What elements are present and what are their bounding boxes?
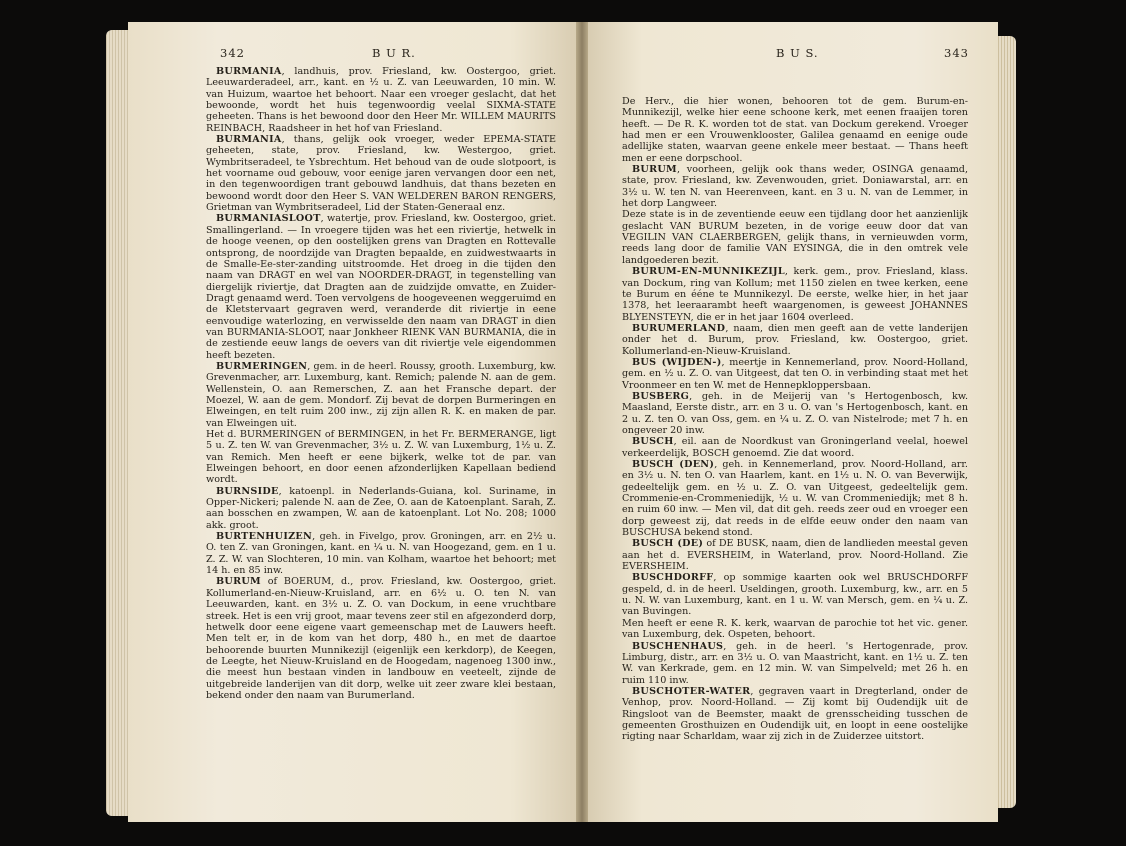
dictionary-entry	[206, 429, 556, 486]
dictionary-entry	[622, 357, 968, 391]
dictionary-entry	[622, 391, 968, 436]
entry-headword: BURUM-EN-MUNNIKEZIJL	[632, 266, 785, 278]
entry-body: , landhuis, prov. Friesland, kw. Oostergoo, griet. Leeuwarderadeel, arr., kant. en ½ u. Z. van Leeuwarden, 10 min. W. van Huizum, waartoe het behoort. Naar een vroeger geslacht, dat het bewoonde, wordt het huis tegenwoordig veelal SIXMA-STATE geheeten. Thans is het bewoond door den Heer Mr. WILLEM MAURITS REINBACH, Raadsheer in het hof van Friesland.	[206, 66, 556, 134]
entry-headword: BUSBERG	[632, 390, 690, 402]
entry-body: , geh. in de Meijerij van 's Hertogenbosch, kw. Maasland, Eerste distr., arr. en 3 u. O. van 's Hertogenbosch, kant. en 2 u. Z. ten O. van Oss, gem. en ¼ u. Z. O. van Nistelrode; met 7 h. en ongeveer 20 inw.	[622, 390, 968, 436]
entry-body: , meertje in Kennemerland, prov. Noord-Holland, gem. en ½ u. Z. O. van Uitgeest, dat ten O. in verbinding staat met het Vroonmeer en ten W. met de Hennepkloppersbaan.	[622, 356, 968, 391]
entry-body: , op sommige kaarten ook wel BRUSCHDORFF gespeld, d. in de heerl. Useldingen, grooth. Luxemburg, kw., arr. en 5 u. N. W. van Luxemburg, kant. en 1 u. W. van Mersch, gem. en ¼ u. Z. van Buvingen.	[622, 572, 968, 618]
entry-headword: BURTENHUIZEN	[216, 531, 313, 543]
entry-body: Het d. BURMERINGEN of BERMINGEN, in het Fr. BERMERANGE, ligt 5 u. Z. ten W. van Grevenmacher, 3½ u. Z. W. van Luxemburg, 1½ u. Z. van Remich. Men heeft er eene bijkerk, welke tot de par. van Elweingen behoort, en door eenen afzonderlijken Kapellaan bediend wordt.	[206, 429, 556, 486]
entry-headword: BURMERINGEN	[216, 360, 308, 372]
entry-body: , eil. aan de Noordkust van Groningerland veelal, hoewel verkeerdelijk, BOSCH genoemd. Zie dat woord.	[622, 436, 968, 459]
entry-body: of BOERUM, d., prov. Friesland, kw. Oostergoo, griet. Kollumerland-en-Nieuw-Kruisland, arr. en 6½ u. O. ten N. van Leeuwarden, kant. en 3½ u. Z. O. van Dockum, in eene vruchtbare streek. Het is een vrij groot, maar tevens zeer stil en afgezonderd dorp, hetwelk door eene eigene vaart gemeenschap met de Lauwers heeft. Men telt er, in de kom van het dorp, 480 h., en met de daartoe behoorende buurten Munnikezijl (eigenlijk een kerkdorp), de Keegen, de Leegte, het Nieuw-Kruisland en de Hoogedam, nagenoeg 1300 inw., die meest hun bestaan vinden in landbouw en veeteelt, zijnde de uitgebreide landerijen van dit dorp, welke uit zeer zware klei bestaan, bekend onder den naam van Burumerland.	[206, 576, 556, 701]
dictionary-entry	[622, 209, 968, 266]
right-page-number: 343	[944, 46, 969, 60]
dictionary-entry	[206, 213, 556, 360]
dictionary-entry	[622, 641, 968, 686]
entry-body: of DE BUSK, naam, dien de landlieden meestal geven aan het d. EVERSHEIM, in Waterland, prov. Noord-Holland. Zie EVERSHEIM.	[622, 538, 968, 573]
entry-headword: BUSCH (DE)	[632, 538, 704, 550]
dictionary-entry	[622, 618, 968, 641]
dictionary-entry	[622, 686, 968, 743]
entry-body: , naam, dien men geeft aan de vette landerijen onder het d. Burum, prov. Friesland, kw. Oostergoo, griet. Kollumerland-en-Nieuw-Kruisland.	[622, 322, 968, 357]
entry-headword: BUSCHDORFF	[632, 572, 714, 584]
dictionary-entry	[622, 164, 968, 209]
entry-body: , kerk. gem., prov. Friesland, klass. van Dockum, ring van Kollum; met 1150 zielen en twee kerken, eene te Burum en ééne te Munnikezyl. De eerste, welke hier, in het jaar 1378, het leeraarambt heeft waargenomen, is geweest JOHANNES BLYENSTEYN, die er in het jaar 1604 overleed.	[622, 266, 968, 323]
entry-body: De Herv., die hier wonen, behooren tot de gem. Burum-en-Munnikezijl, welke hier eene schoone kerk, met eenen fraaijen toren heeft. — De R. K. worden tot de stat. van Dockum gerekend. Vroeger had men er een Vrouwenklooster, Galilea genaamd en eenige oude adellijke staten, waarvan geene enkele meer bestaat. — Thans heeft men er eene dorpschool.	[622, 96, 968, 164]
entry-headword: BURMANIASLOOT	[216, 213, 321, 225]
entry-headword: BUSCH	[632, 436, 674, 448]
dictionary-entry	[622, 436, 968, 459]
entry-body: , voorheen, gelijk ook thans weder, OSINGA genaamd, state, prov. Friesland, kw. Zevenwouden, griet. Doniawarstal, arr. en 3½ u. W. ten N. van Heerenveen, kant. en 3 u. N. van de Lemmer, in het dorp Langweer.	[622, 164, 968, 210]
right-running-head: B U S.	[776, 46, 819, 60]
dictionary-entry	[206, 66, 556, 134]
entry-body: , geh. in Kennemerland, prov. Noord-Holland, arr. en 3½ u. N. ten O. van Haarlem, kant. en 1½ u. N. O. van Beverwijk, gedeeltelijk gem. en ½ u. Z. O. van Uitgeest, gedeeltelijk gem. Crommenie-en-Crommeniedijk, ½ u. W. van Crommeniedijk; met 8 h. en ruim 60 inw. — Men vil, dat dit geh. reeds zeer oud en vroeger een dorp geweest zij, dat reeds in de elfde eeuw onder den naam van BUSCHUSA bekend stond.	[622, 459, 968, 539]
left-text-column	[206, 66, 556, 800]
entry-headword: BURUMERLAND	[632, 322, 726, 334]
entry-body: Deze state is in de zeventiende eeuw een tijdlang door het aanzienlijk geslacht VAN BURUM bezeten, in de vorige eeuw door dat van VEGILIN VAN CLAERBERGEN, gelijk thans, in vernieuwden vorm, reeds lang door de familie VAN EYSINGA, die in den omtrek vele landgoederen bezit.	[622, 209, 968, 266]
entry-body: , katoenpl. in Nederlands-Guiana, kol. Suriname, in Opper-Nickeri; palende N. aan de Zee, O. aan de Katoenplant. Sarah, Z. aan bosschen en zwampen, W. aan de katoenplant. Lot No. 208; 1000 akk. groot.	[206, 485, 556, 531]
entry-headword: BUSCHOTER-WATER	[632, 685, 751, 697]
right-text-column	[622, 96, 968, 804]
left-page-number: 342	[220, 46, 245, 60]
entry-headword: BURMANIA	[216, 66, 282, 77]
entry-body: , geh. in Fivelgo, prov. Groningen, arr. en 2½ u. O. ten Z. van Groningen, kant. en ¼ u. N. van Hoogezand, gem. en 1 u. Z. Z. W. van Slochteren, 10 min. van Kolham, waartoe het behoort; met 14 h. en 85 inw.	[206, 531, 556, 577]
entry-body: , thans, gelijk ook vroeger, weder EPEMA-STATE geheeten, state, prov. Friesland, kw. Westergoo, griet. Wymbritseradeel, te Ysbrechtum. Het behoud van de oude slotpoort, is het voorname oud gebouw, voor eenige jaren vervangen door een net, in den tegenwoordigen trant gebouwd landhuis, dat thans bezeten en bewoond wordt door den Heer S. VAN WELDEREN BARON RENGERS, Grietman van Wymbritseradeel, Lid der Staten-Generaal enz.	[206, 134, 556, 214]
entry-body: , watertje, prov. Friesland, kw. Oostergoo, griet. Smallingerland. — In vroegere tijden was het een riviertje, hetwelk in de hooge veenen, op den oostelijken grens van Dragten en Rottevalle ontsprong, de noordzijde van Dragten bepaalde, en zuidwestwaarts in de Smalle-Ee-ster-zanding uitstroomde. Het droeg in die tijden den naam van DRAGT en wel van NOORDER-DRAGT, in tegenstelling van diergelijk riviertje, dat Dragten aan de zuidzijde omvatte, en Zuider-Dragt genaamd werd. Toen vervolgens de hoogeveenen weggeruimd en de Kletstervaart gegraven werd, veranderde dit riviertje in eene eenvoudige waterlozing, en verwisselde den naam van DRAGT in dien van BURMANIA-SLOOT, naar Jonkheer RIENK VAN BURMANIA, die in de zestiende eeuw langs de oevers van dit riviertje vele eigendommen heeft bezeten.	[206, 213, 556, 361]
dictionary-entry	[622, 538, 968, 572]
dictionary-entry	[622, 266, 968, 323]
book-gutter	[576, 22, 588, 822]
entry-headword: BURUM	[216, 576, 261, 588]
dictionary-entry	[206, 486, 556, 531]
dictionary-entry	[622, 96, 968, 164]
entry-body: , gem. in de heerl. Roussy, grooth. Luxemburg, kw. Grevenmacher, arr. Luxemburg, kant. Remich; palende N. aan de gem. Wellenstein, O. aan Remerschen, Z. aan het Fransche depart. der Moezel, W. aan de gem. Mondorf. Zij bevat de dorpen Burmeringen en Elweingen, en telt ruim 200 inw., zij zijn allen R. K. en maken de par. van Elweingen uit.	[206, 360, 556, 429]
dictionary-entry	[622, 572, 968, 617]
entry-body: Men heeft er eene R. K. kerk, waarvan de parochie tot het vic. gener. van Luxemburg, dek. Ospeten, behoort.	[622, 617, 968, 641]
dictionary-entry	[622, 459, 968, 538]
dictionary-entry	[622, 323, 968, 357]
entry-body: , gegraven vaart in Dregterland, onder de Venhop, prov. Noord-Holland. — Zij komt bij Oudendijk uit de Ringsloot van de Beemster, maakt de grensscheiding tusschen de gemeenten Grosthuizen en Oudendijk uit, en loopt in eene oostelijke rigting naar Scharldam, waar zij zich in de Zuiderzee uitstort.	[622, 685, 968, 743]
dictionary-entry	[206, 134, 556, 213]
entry-headword: BURUM	[632, 164, 677, 176]
dictionary-entry	[206, 361, 556, 429]
entry-headword: BURMANIA	[216, 134, 282, 146]
left-running-head: B U R.	[372, 46, 416, 60]
entry-headword: BUSCHENHAUS	[632, 640, 724, 652]
entry-body: , geh. in de heerl. 's Hertogenrade, prov. Limburg, distr., arr. en 3½ u. O. van Maastricht, kant. en 1½ u. Z. ten W. van Kerkrade, gem. en 12 min. W. van Simpelveld; met 26 h. en ruim 110 inw.	[622, 640, 968, 686]
dictionary-entry	[206, 576, 556, 701]
entry-headword: BURNSIDE	[216, 485, 279, 497]
entry-headword: BUS (WIJDEN-)	[632, 356, 722, 368]
entry-headword: BUSCH (DEN)	[632, 459, 715, 470]
dictionary-entry	[206, 531, 556, 576]
